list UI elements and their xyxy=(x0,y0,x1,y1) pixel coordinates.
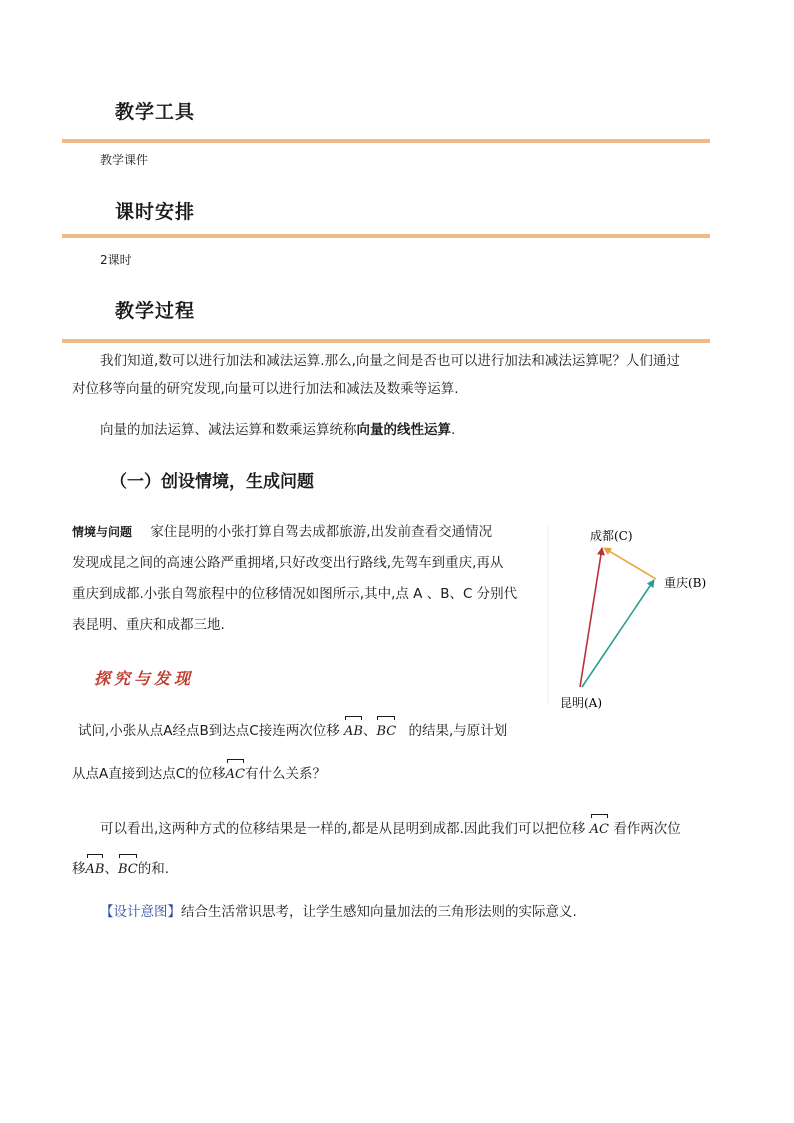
answer-line-1 xyxy=(100,815,681,844)
answer-line-2 xyxy=(72,855,169,884)
vector-ac: AC xyxy=(590,816,609,844)
vector-ab-arrow xyxy=(582,580,654,687)
design-intent-text: 结合生活常识思考，让学生感知向量加法的三角形法则的实际意义. xyxy=(181,904,577,920)
answer-text-1-end: 看作两次位 xyxy=(613,821,681,837)
linear-operations-term: 向量的线性运算 xyxy=(356,422,451,438)
intro-paragraph-2 xyxy=(100,416,455,444)
question-line-1 xyxy=(78,717,507,746)
label-kunming: 昆明(A) xyxy=(560,696,603,710)
question-text-1: 试问,小张从点A经点B到达点C接连两次位移 xyxy=(78,723,340,739)
label-chongqing: 重庆(B) xyxy=(664,576,707,590)
displacement-diagram xyxy=(540,515,740,715)
section-divider xyxy=(62,139,710,143)
vector-ac: AC xyxy=(226,761,245,789)
vector-ab: AB xyxy=(344,718,363,746)
answer-text-2-end: 的和. xyxy=(137,861,169,877)
answer-text-2: 移 xyxy=(72,861,86,877)
intro-line-1: 我们知道,数可以进行加法和减法运算.那么,向量之间是否也可以进行加法和减法运算呢？人们通过 xyxy=(100,353,680,369)
section-content-tools: 教学课件 xyxy=(100,153,149,167)
design-intent-tag: 【设计意图】 xyxy=(100,904,181,920)
explore-title: 探究与发现 xyxy=(94,669,195,688)
situation-line-4: 表昆明、重庆和成都三地. xyxy=(72,617,225,633)
label-chengdu: 成都(C) xyxy=(590,529,633,543)
section-title-schedule: 课时安排 xyxy=(115,201,196,223)
question-text-1-end: 的结果,与原计划 xyxy=(408,723,508,739)
design-intent xyxy=(100,898,577,926)
intro-line-2: 对位移等向量的研究发现,向量可以进行加法和减法及数乘等运算. xyxy=(72,381,459,397)
situation-line-1 xyxy=(72,518,492,546)
section-title-process: 教学过程 xyxy=(115,300,196,322)
vector-ac-arrow xyxy=(580,548,602,687)
vector-bc-arrow xyxy=(604,548,656,579)
vector-bc: BC xyxy=(118,856,138,884)
situation-label: 情境与问题 xyxy=(72,525,133,539)
question-text-2-end: 有什么关系？ xyxy=(245,766,327,782)
intro-p2-text: 向量的加法运算、减法运算和数乘运算统称 xyxy=(100,422,357,438)
situation-line-3: 重庆到成都.小张自驾旅程中的位移情况如图所示,其中,点 A 、B、C 分别代 xyxy=(72,586,518,602)
situation-text-1: 家住昆明的小张打算自驾去成都旅游,出发前查看交通情况 xyxy=(150,524,493,540)
section-content-schedule: 2课时 xyxy=(100,253,132,267)
section-divider xyxy=(62,234,710,238)
vector-ab: AB xyxy=(86,856,105,884)
section-title-tools: 教学工具 xyxy=(115,101,196,123)
situation-line-2: 发现成昆之间的高速公路严重拥堵,只好改变出行路线,先驾车到重庆,再从 xyxy=(72,555,504,571)
answer-text-1: 可以看出,这两种方式的位移结果是一样的,都是从昆明到成都.因此我们可以把位移 xyxy=(100,821,586,837)
vector-bc: BC xyxy=(376,718,396,746)
section-divider xyxy=(62,339,710,343)
intro-p2-end: . xyxy=(451,422,456,438)
subsection-title: （一）创设情境，生成问题 xyxy=(110,472,314,492)
question-line-2 xyxy=(72,760,326,789)
question-text-2: 从点A直接到达点C的位移 xyxy=(72,766,226,782)
vector-separator: 、 xyxy=(362,723,377,739)
vector-separator: 、 xyxy=(104,861,118,877)
